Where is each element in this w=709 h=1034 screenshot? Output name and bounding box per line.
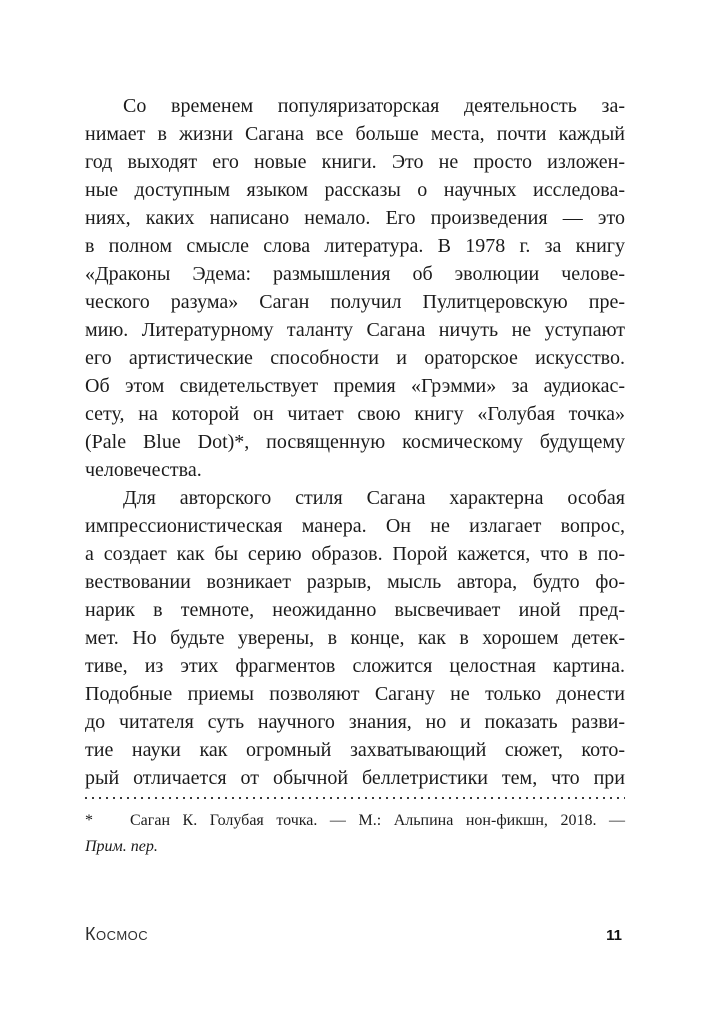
text-line: вествовании возникает разрыв, мысль автора, будто фо- (85, 571, 625, 593)
text-line: «Драконы Эдема: размышления об эволюции челове- (85, 263, 625, 285)
text-line: до читателя суть научного знания, но и показать разви- (85, 711, 625, 733)
text-line: Со временем популяризаторская деятельность за- (123, 95, 625, 117)
text-line: год выходят его новые книги. Это не просто изложен- (85, 151, 625, 173)
text-line: ные доступным языком рассказы о научных исследова- (85, 179, 625, 201)
text-line: импрессионистическая манера. Он не излагает вопрос, (85, 515, 625, 537)
text-line: нарик в темноте, неожиданно высвечивает иной пред- (85, 599, 625, 621)
page-number: 11 (606, 927, 622, 944)
running-title: Космос (85, 924, 149, 944)
text-line: ческого разума» Саган получил Пулитцеровскую пре- (85, 291, 625, 313)
footnote-marker: * (85, 812, 93, 829)
text-line: тиве, из этих фрагментов сложится целостная картина. (85, 655, 625, 677)
text-line: рый отличается от обычной беллетристики тем, что при (85, 767, 625, 789)
text-line: мию. Литературному таланту Сагана ничуть не уступают (85, 319, 625, 341)
text-line: а создает как бы серию образов. Порой кажется, что в по- (85, 543, 625, 565)
text-line: Об этом свидетельствует премия «Грэмми» за аудиокас- (85, 375, 625, 397)
text-line: ниях, каких написано немало. Его произведения — это (85, 207, 625, 229)
footnote-text-continued: Прим. пер. (85, 838, 158, 855)
text-line: нимает в жизни Сагана все больше места, почти каждый (85, 123, 625, 145)
text-line: мет. Но будьте уверены, в конце, как в хорошем детек- (85, 627, 625, 649)
text-line: в полном смысле слова литература. В 1978 г. за книгу (85, 235, 625, 257)
footnote-separator (85, 797, 625, 799)
text-line: человечества. (85, 459, 202, 481)
page-footer (85, 924, 622, 945)
text-line: Для авторского стиля Сагана характерна особая (123, 487, 625, 509)
footnote (85, 797, 625, 860)
footnote-line (85, 808, 625, 834)
text-line: тие науки как огромный захватывающий сюжет, кото- (85, 739, 625, 761)
footnote-text: Саган К. Голубая точка. — М.: Альпина нон-фикшн, 2018. — (130, 812, 625, 829)
body-text (85, 92, 625, 792)
text-line: (Pale Blue Dot)*, посвященную космическому будущему (85, 431, 625, 453)
text-line: сету, на которой он читает свою книгу «Голубая точка» (85, 403, 625, 425)
text-line: Подобные приемы позволяют Сагану не только донести (85, 683, 625, 705)
text-line: его артистические способности и ораторское искусство. (85, 347, 625, 369)
